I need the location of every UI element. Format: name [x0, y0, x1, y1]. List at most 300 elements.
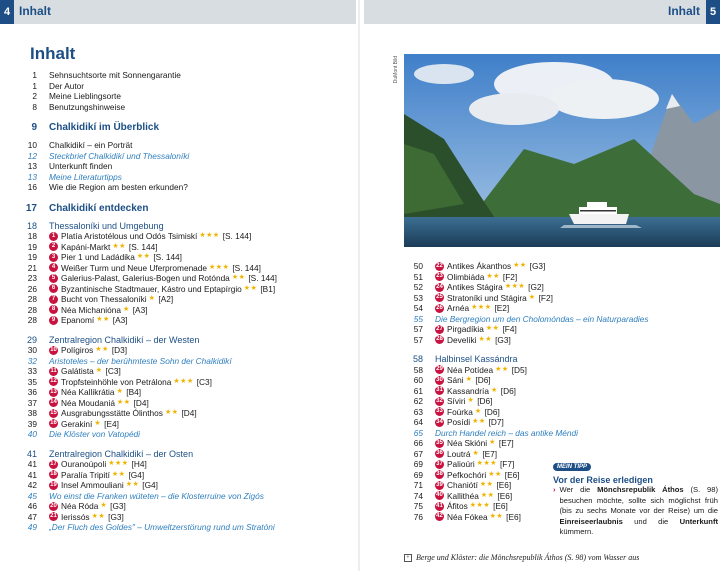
toc-entry-page: 26 [27, 283, 37, 294]
toc-entry-page: 60 [413, 375, 423, 385]
toc-entry-title: Néa Skióni [447, 438, 488, 448]
poi-marker-icon: 4 [49, 263, 58, 272]
map-reference: [F2] [502, 271, 518, 282]
map-reference: [G3] [110, 501, 126, 511]
toc-entry-title: Bucht von Thessaloníki [61, 294, 147, 304]
toc-entry-title: Insel Ammouliani [61, 480, 124, 490]
toc-entry[interactable] [404, 407, 554, 418]
toc-entry-page: 36 [27, 387, 37, 397]
toc-entry-page: 35 [27, 376, 37, 387]
toc-entry[interactable] [18, 172, 356, 183]
toc-entry[interactable] [18, 102, 356, 113]
rating-stars-icon: ★★ [243, 284, 258, 292]
map-reference: [E6] [493, 501, 508, 511]
toc-entry-page: 18 [27, 231, 37, 241]
map-reference: [A3] [132, 304, 148, 315]
toc-entry-page: 10 [27, 140, 37, 150]
poi-marker-icon: 3 [49, 253, 58, 262]
toc-entry-title: Benutzungshinweise [49, 101, 126, 112]
poi-marker-icon: 10 [50, 346, 57, 353]
toc-entry-page: 52 [413, 282, 423, 292]
toc-entry-title: Unterkunft finden [49, 161, 113, 171]
toc-entry-page: 64 [413, 417, 423, 427]
toc-entry-page: 12 [27, 150, 37, 161]
map-reference: [B1] [260, 283, 276, 294]
poi-marker-icon: 35 [436, 439, 443, 446]
toc-subsection-heading[interactable]: 41 Zentralregion Chalkidikí – der Osten [26, 448, 194, 459]
map-reference: [S. 144] [248, 273, 277, 283]
toc-entry-title: Néa Potídea [447, 364, 494, 375]
toc-entry-page: 51 [413, 271, 423, 282]
toc-entry-title: Polígiros [61, 345, 94, 355]
toc-entry-title: Néa Moudaniá [61, 397, 115, 408]
rating-stars-icon: ★ [472, 449, 480, 457]
toc-entry-title: Der Autor [49, 80, 85, 91]
toc-entry-page: 74 [413, 490, 423, 501]
running-header-right: Inhalt [668, 4, 700, 18]
poi-marker-icon: 41 [436, 502, 443, 509]
toc-entry-title: Síviri [447, 396, 466, 406]
poi-marker-icon: 18 [50, 471, 57, 478]
toc-entry[interactable] [404, 491, 554, 502]
tip-box [553, 455, 718, 538]
toc-entry[interactable] [404, 396, 554, 407]
toc-entry[interactable] [404, 480, 554, 491]
poi-marker-icon: 42 [436, 513, 443, 520]
rating-stars-icon: ★★★ [209, 263, 230, 271]
rating-stars-icon: ★★ [513, 262, 527, 269]
toc-left-column [18, 70, 356, 533]
rating-stars-icon: ★★ [486, 272, 500, 280]
toc-entry[interactable] [18, 522, 356, 533]
map-reference: [D6] [500, 385, 516, 396]
toc-entry-page: 57 [413, 324, 423, 334]
poi-marker-icon: 6 [49, 284, 58, 293]
poi-marker-icon: 9 [49, 316, 58, 325]
page-title: Inhalt [30, 44, 76, 63]
map-reference: [G4] [142, 480, 158, 490]
running-header-left: Inhalt [19, 4, 51, 18]
toc-entry[interactable] [18, 459, 356, 470]
toc-entry-title: Olimbiáda [447, 271, 485, 282]
toc-entry[interactable] [404, 459, 554, 470]
toc-entry[interactable] [18, 252, 356, 263]
toc-entry[interactable] [18, 242, 356, 253]
map-reference: [D6] [484, 406, 500, 417]
rating-stars-icon: ★★ [472, 418, 486, 425]
toc-entry-title: Wo einst die Franken wüteten – die Klosterruine von Zigós [49, 490, 264, 501]
rating-stars-icon: ★ [467, 397, 475, 404]
toc-entry[interactable] [18, 294, 356, 305]
rating-stars-icon: ★★★ [108, 460, 129, 467]
rating-stars-icon: ★★ [125, 481, 140, 488]
toc-entry-title: „Der Fluch des Goldes" – Umweltzerstörung rund um Stratóni [49, 522, 275, 532]
toc-entry-page: 76 [413, 511, 423, 522]
toc-entry-title: Meine Literaturtipps [49, 171, 122, 182]
toc-entry[interactable] [404, 449, 554, 460]
toc-entry-title: Néa Fókea [447, 511, 488, 522]
map-reference: [D3] [111, 345, 128, 355]
rating-stars-icon: ★ [489, 439, 496, 446]
toc-entry-title: Foúrka [447, 406, 473, 417]
toc-entry-page: 23 [27, 273, 37, 283]
toc-entry[interactable] [404, 261, 554, 272]
toc-entry[interactable] [18, 91, 356, 102]
toc-entry-title: Ierissós [61, 511, 90, 522]
poi-marker-icon: 12 [50, 378, 57, 385]
poi-marker-icon: 7 [49, 295, 58, 304]
book-spine [358, 0, 360, 571]
tip-body [553, 485, 718, 538]
map-reference: [S. 144] [153, 252, 182, 262]
rating-stars-icon: ★★ [231, 274, 246, 281]
toc-entry-title: Pier 1 und Ladádika [61, 252, 135, 262]
toc-entry-page: 71 [413, 480, 423, 490]
toc-entry[interactable] [18, 398, 356, 409]
toc-entry[interactable] [18, 512, 356, 523]
toc-entry[interactable] [404, 335, 554, 346]
toc-entry-page: 53 [413, 292, 423, 303]
toc-entry[interactable] [18, 182, 356, 193]
map-reference: [D7] [488, 417, 504, 427]
map-reference: [G3] [495, 334, 511, 345]
poi-marker-icon: 36 [436, 450, 443, 457]
tip-title: Vor der Reise erledigen [553, 475, 653, 485]
rating-stars-icon: ★★ [91, 512, 106, 520]
poi-marker-icon: 37 [436, 460, 443, 467]
toc-entry-page: 33 [27, 366, 37, 376]
poi-marker-icon: 14 [50, 399, 57, 406]
toc-entry-page: 13 [27, 171, 37, 182]
toc-entry-title: Néa Róda [61, 501, 99, 511]
toc-entry-title: Aristoteles – der berühmteste Sohn der Chalkidikí [49, 355, 232, 366]
arrow-right-icon: › [553, 485, 556, 494]
toc-entry[interactable] [18, 491, 356, 502]
toc-entry[interactable] [18, 408, 356, 419]
toc-entry-title: Epanomí [61, 315, 95, 325]
poi-marker-icon: 34 [436, 418, 443, 425]
map-reference: [D4] [181, 408, 197, 418]
toc-subsection-heading[interactable]: 18 Thessaloníki und Umgebung [26, 220, 164, 231]
map-reference: [E6] [504, 469, 520, 480]
toc-entry[interactable] [18, 81, 356, 92]
map-reference: [G2] [528, 282, 544, 292]
poi-marker-icon: 20 [50, 502, 57, 509]
toc-entry[interactable] [18, 366, 356, 377]
toc-entry[interactable] [18, 480, 356, 491]
poi-marker-icon: 5 [49, 274, 58, 283]
map-reference: [E4] [104, 418, 119, 429]
toc-entry-page: 1 [32, 80, 37, 91]
toc-entry-title: Néa Michanióna [61, 304, 121, 315]
map-reference: [F7] [500, 459, 515, 469]
rating-stars-icon: ★ [122, 305, 130, 313]
toc-entry-page: 69 [413, 459, 423, 469]
toc-entry-page: 57 [413, 334, 423, 345]
toc-entry-title: Antikes Stágira [447, 282, 503, 292]
toc-entry-title: Durch Handel reich – das antike Méndi [435, 427, 578, 438]
rating-stars-icon: ★★★ [469, 502, 491, 509]
rating-stars-icon: ★ [490, 386, 498, 394]
toc-entry-title: Paralía Tripití [61, 469, 110, 480]
toc-entry-page: 30 [27, 345, 37, 355]
map-reference: [A2] [158, 294, 174, 304]
toc-west-list [18, 345, 356, 440]
toc-entry[interactable] [18, 284, 356, 295]
map-reference: [G3] [108, 511, 124, 522]
toc-entry[interactable] [18, 151, 356, 162]
poi-marker-icon: 40 [436, 492, 443, 499]
poi-marker-icon: 28 [436, 336, 443, 343]
toc-intro-list [18, 70, 356, 112]
toc-entry-title: Meine Lieblingsorte [49, 91, 121, 101]
map-reference: [S. 144] [128, 241, 158, 252]
rating-stars-icon: ★★ [478, 335, 493, 343]
poi-marker-icon: 22 [436, 262, 443, 269]
map-reference: [E6] [496, 480, 512, 490]
toc-entry[interactable] [404, 365, 554, 376]
toc-entry-page: 28 [27, 304, 37, 315]
page-number-right: 5 [706, 0, 720, 24]
toc-entry[interactable] [18, 387, 356, 398]
toc-entry-page: 63 [413, 406, 423, 417]
map-reference: [S. 144] [232, 262, 261, 273]
rating-stars-icon: ★★ [95, 346, 109, 353]
toc-entry[interactable] [18, 161, 356, 172]
toc-entry[interactable] [18, 356, 356, 367]
rating-stars-icon: ★★★ [476, 460, 497, 467]
toc-entry-title: Antikes Ákanthos [447, 261, 512, 271]
toc-entry-title: Chaniótí [447, 480, 478, 490]
toc-entry-page: 1 [32, 70, 37, 80]
photo-credit: DuMont Bild [393, 56, 399, 84]
toc-entry-title: Galátista [61, 366, 94, 376]
poi-marker-icon: 32 [436, 397, 443, 404]
rating-stars-icon: ★★ [164, 409, 179, 416]
map-reference: [E6] [506, 511, 521, 522]
toc-entry-title: Néa Kallikrátia [61, 387, 115, 397]
toc-section-heading[interactable]: 17 Chalkidikí entdecken [25, 202, 149, 214]
toc-entry[interactable] [18, 140, 356, 151]
toc-entry[interactable] [18, 501, 356, 512]
toc-entry-page: 28 [27, 315, 37, 325]
toc-entry[interactable] [18, 273, 356, 284]
toc-entry-page: 28 [27, 294, 37, 304]
toc-entry[interactable] [18, 345, 356, 356]
rating-stars-icon: ★ [116, 388, 124, 395]
toc-east-list [18, 459, 356, 533]
toc-entry[interactable] [404, 470, 554, 481]
toc-entry-page: 2 [32, 91, 37, 101]
rating-stars-icon: ★ [95, 367, 103, 374]
photo-caption: + Berge und Klöster: die Mönchsrepublik Áthos (S. 98) vom Wasser aus [404, 553, 639, 562]
rating-stars-icon: ★★ [488, 470, 502, 478]
toc-entry-page: 41 [27, 459, 37, 469]
toc-entry-title: Palioúri [447, 459, 475, 469]
toc-entry-page: 39 [27, 418, 37, 429]
toc-entry-page: 49 [27, 522, 37, 532]
map-reference: [H4] [131, 459, 147, 469]
map-reference: [E2] [494, 303, 510, 313]
toc-entry[interactable] [404, 417, 554, 428]
toc-entry-title: Kapáni-Markt [61, 241, 111, 252]
toc-entry-page: 75 [413, 501, 423, 511]
poi-marker-icon: 19 [50, 481, 57, 488]
toc-entry-page: 61 [413, 385, 423, 396]
map-reference: [D5] [511, 364, 527, 375]
toc-entry-page: 13 [27, 161, 37, 171]
toc-entry[interactable] [404, 512, 554, 523]
poi-marker-icon: 16 [50, 420, 57, 427]
toc-entry-title: Loutrá [447, 448, 471, 459]
rating-stars-icon: ★★★ [504, 283, 526, 290]
map-reference: [S. 144] [222, 231, 252, 241]
map-reference: [D4] [133, 397, 149, 408]
toc-entry[interactable] [404, 282, 554, 293]
toc-entry-page: 40 [27, 429, 37, 439]
toc-entry-page: 8 [32, 101, 37, 112]
poi-marker-icon: 31 [436, 387, 443, 394]
photo-caption-icon: + [404, 554, 412, 562]
tip-badge: MEIN TIPP [553, 463, 591, 471]
toc-entry[interactable] [18, 305, 356, 316]
athos-photo [404, 54, 720, 247]
toc-entry-page: 67 [413, 448, 423, 459]
toc-entry[interactable] [18, 419, 356, 430]
poi-marker-icon: 27 [436, 325, 443, 332]
toc-entry[interactable] [404, 501, 554, 512]
map-reference: [A3] [112, 315, 128, 325]
toc-entry[interactable] [18, 263, 356, 274]
rating-stars-icon: ★★ [136, 253, 151, 260]
map-reference: [F4] [502, 324, 517, 334]
toc-entry-title: Sáni [447, 375, 464, 385]
toc-subsection-heading[interactable]: 29 Zentralregion Chalkidikí – der Westen [26, 334, 200, 345]
toc-entry[interactable] [18, 70, 356, 81]
poi-marker-icon: 30 [436, 376, 443, 383]
toc-entry[interactable] [404, 438, 554, 449]
toc-entry[interactable] [404, 375, 554, 386]
toc-entry-title: Die Bergregion um den Cholomóndas – ein Naturparadies [435, 313, 649, 324]
toc-entry[interactable] [404, 324, 554, 335]
toc-entry[interactable] [18, 470, 356, 481]
rating-stars-icon: ★ [465, 376, 473, 383]
rating-stars-icon: ★★ [111, 470, 126, 478]
poi-marker-icon: 29 [436, 366, 443, 373]
toc-entry-page: 46 [27, 501, 37, 511]
toc-entry-title: Áfitos [447, 501, 468, 511]
header-strip-right [364, 0, 720, 24]
toc-entry[interactable] [18, 231, 356, 242]
toc-entry[interactable] [18, 315, 356, 326]
toc-entry-title: Chalkidikí – ein Porträt [49, 140, 133, 150]
poi-marker-icon: 38 [436, 471, 443, 478]
toc-thessaloniki-list [18, 231, 356, 326]
rating-stars-icon: ★★★ [173, 377, 194, 385]
toc-entry-page: 19 [27, 252, 37, 262]
toc-entry-page: 65 [413, 427, 423, 438]
toc-entry-title: Wie die Region am besten erkunden? [49, 182, 188, 192]
poi-marker-icon: 23 [436, 273, 443, 280]
map-reference: [D6] [475, 375, 491, 385]
toc-east-continued-list [404, 261, 649, 345]
toc-entry-page: 54 [413, 303, 423, 313]
athos-landscape-image [404, 54, 720, 247]
toc-entry-page: 41 [27, 469, 37, 480]
toc-entry-title: Platía Aristotélous und Odós Tsimiskí [61, 231, 198, 241]
toc-entry-title: Stratoníki und Stágira [447, 292, 527, 303]
map-reference: [C3] [196, 376, 212, 387]
toc-entry[interactable] [404, 272, 554, 283]
map-reference: [G4] [128, 469, 145, 480]
toc-entry-title: Galerius-Palast, Galerius-Bogen und Rotónda [61, 273, 230, 283]
toc-entry[interactable] [404, 313, 649, 325]
toc-entry-page: 69 [413, 469, 423, 480]
poi-marker-icon: 33 [436, 408, 443, 415]
rating-stars-icon: ★ [94, 419, 102, 427]
toc-entry-page: 55 [413, 313, 423, 324]
toc-entry[interactable] [404, 293, 554, 304]
toc-entry-title: Byzantinische Stadtmauer, Kástro und Eptapírgio [61, 283, 242, 294]
toc-entry[interactable] [404, 386, 554, 397]
toc-entry-title: Ouranoúpoli [61, 459, 107, 469]
toc-entry-title: Kallithéa [447, 490, 479, 501]
toc-entry-page: 47 [27, 511, 37, 522]
toc-entry-page: 45 [27, 490, 37, 501]
map-reference: [B4] [126, 387, 142, 397]
toc-entry-title: Weißer Turm und Neue Uferpromenade [61, 262, 208, 273]
toc-entry-title: Tropfsteinhöhle von Petrálona [61, 376, 172, 387]
toc-entry-page: 37 [27, 397, 37, 408]
map-reference: [D6] [477, 396, 493, 406]
toc-entry-title: Sehnsuchtsorte mit Sonnengarantie [49, 70, 181, 80]
toc-entry-page: 58 [413, 364, 423, 375]
toc-entry-page: 32 [27, 355, 37, 366]
toc-section-heading[interactable]: 9 Chalkidikí im Überblick [31, 122, 160, 133]
map-reference: [F2] [538, 292, 553, 303]
toc-entry-title: Ausgrabungsstätte Ólinthos [61, 408, 163, 418]
rating-stars-icon: ★★★ [199, 232, 220, 239]
toc-entry-title: Posídi [447, 417, 471, 427]
poi-marker-icon: 17 [50, 460, 57, 467]
toc-entry-page: 16 [27, 182, 37, 192]
rating-stars-icon: ★ [528, 293, 536, 301]
toc-entry[interactable] [404, 303, 554, 314]
toc-entry-title: Gerakiní [61, 418, 93, 429]
map-reference: [E7] [498, 438, 514, 448]
rating-stars-icon: ★ [100, 502, 108, 509]
rating-stars-icon: ★★ [480, 491, 495, 499]
toc-entry-page: 50 [413, 261, 423, 271]
toc-overview-list [18, 140, 356, 193]
rating-stars-icon: ★★ [479, 481, 494, 488]
toc-entry-title: Arnéa [447, 303, 470, 313]
map-reference: [C3] [105, 366, 121, 376]
toc-entry[interactable] [18, 429, 356, 440]
rating-stars-icon: ★ [148, 295, 156, 302]
toc-entry[interactable] [18, 377, 356, 388]
rating-stars-icon: ★★ [489, 512, 504, 520]
toc-subsection-heading[interactable]: 58 Halbinsel Kassándra [412, 354, 518, 364]
toc-entry[interactable] [404, 427, 578, 439]
toc-entry-title: Develíki [447, 334, 477, 345]
rating-stars-icon: ★★ [485, 325, 500, 332]
poi-marker-icon: 21 [50, 513, 57, 520]
page-number-left: 4 [0, 0, 14, 24]
rating-stars-icon: ★★ [96, 316, 110, 323]
rating-stars-icon: ★★ [495, 365, 509, 373]
toc-entry-page: 66 [413, 438, 423, 448]
